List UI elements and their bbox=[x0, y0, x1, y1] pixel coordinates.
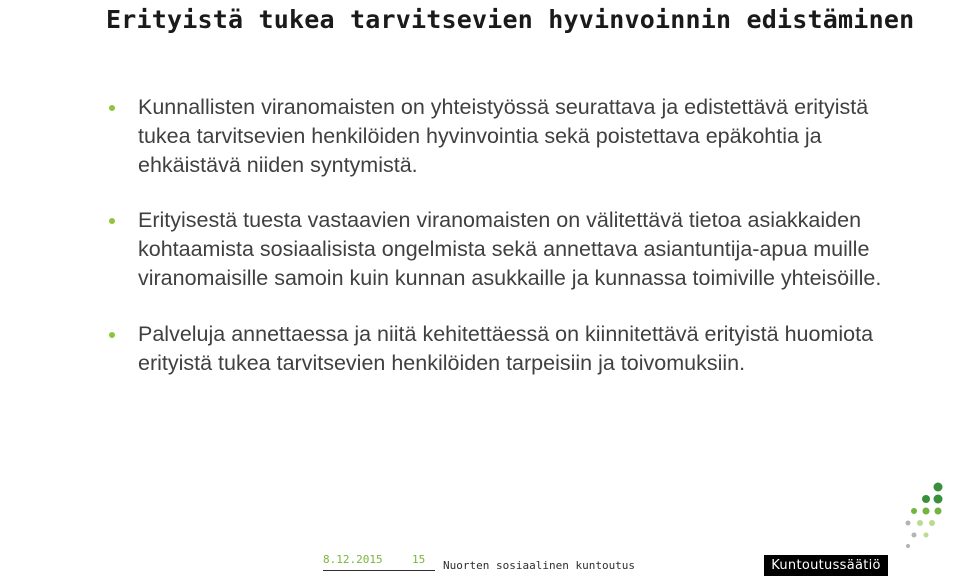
logo-dot-icon bbox=[934, 495, 943, 504]
logo-dot-icon bbox=[924, 533, 929, 538]
list-item bbox=[106, 320, 886, 378]
logo-dot-icon bbox=[922, 495, 930, 503]
footer-divider bbox=[323, 570, 435, 571]
logo-dot-icon bbox=[912, 533, 917, 538]
list-item bbox=[106, 93, 886, 180]
bullet-dot-icon bbox=[109, 105, 115, 111]
footer-date: 8.12.2015 bbox=[323, 553, 383, 566]
bullet-text: Kunnallisten viranomaisten on yhteistyössä seurattava ja edistettävä erityistä tukea tarvitsevien henkilöiden hyvinvointia sekä poistettava epäkohtia ja ehkäistävä niiden syntymistä. bbox=[138, 95, 869, 177]
logo-dot-icon bbox=[917, 520, 923, 526]
logo-dot-icon bbox=[935, 508, 942, 515]
bullet-list bbox=[106, 93, 886, 378]
logo-dot-icon bbox=[929, 520, 935, 526]
logo-dot-icon bbox=[923, 508, 930, 515]
bullet-text: Erityisestä tuesta vastaavien viranomaisten on välitettävä tietoa asiakkaiden kohtaamista sosiaalisista ongelmista sekä annettava asiantuntija-apua muille viranomaisille samoin kuin kunnan asukkaille ja kunnassa toimiville yhteisöille. bbox=[138, 208, 882, 290]
dot-pattern-logo-icon bbox=[900, 480, 950, 550]
page-number: 15 bbox=[412, 553, 426, 566]
logo-dot-icon bbox=[934, 483, 943, 492]
bullet-dot-icon bbox=[109, 218, 115, 224]
list-item bbox=[106, 206, 886, 293]
logo-dot-icon bbox=[911, 508, 917, 514]
brand-logo: Kuntoutussäätiö bbox=[764, 555, 888, 576]
slide-title: Erityistä tukea tarvitsevien hyvinvoinnin edistäminen bbox=[106, 5, 915, 34]
footer-organization: Nuorten sosiaalinen kuntoutus bbox=[443, 559, 636, 572]
bullet-text: Palveluja annettaessa ja niitä kehitettäessä on kiinnitettävä erityistä huomiota erityistä tukea tarvitsevien henkilöiden tarpeisiin ja toivomuksiin. bbox=[138, 322, 874, 375]
logo-dot-icon bbox=[906, 521, 911, 526]
bullet-dot-icon bbox=[109, 332, 115, 338]
logo-dot-icon bbox=[906, 544, 910, 548]
